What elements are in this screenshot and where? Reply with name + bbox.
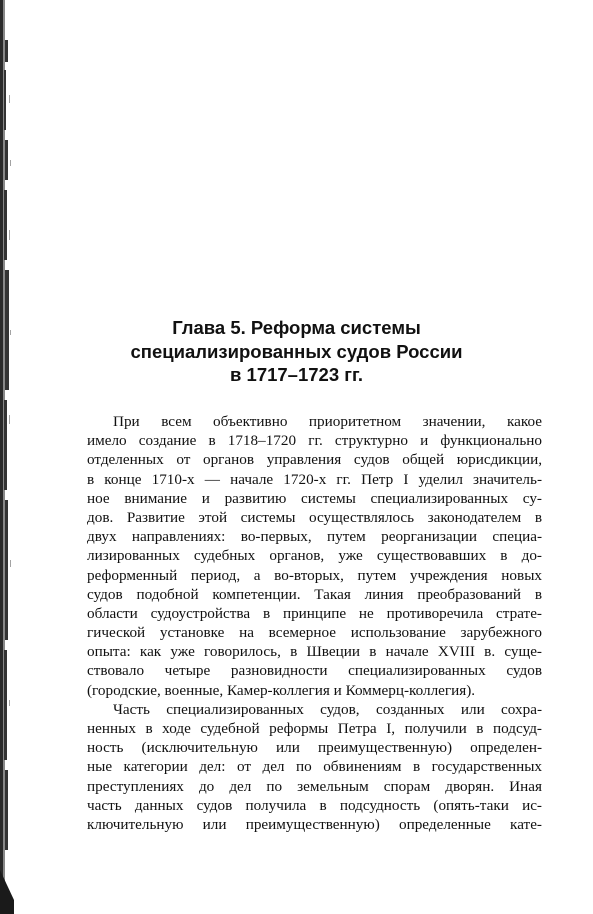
text-line: опыта: как уже говорилось, в Швеции в начале XVIII в. суще-: [87, 643, 542, 661]
text-line: лизированных судебных органов, уже существовавших в до-: [87, 547, 542, 565]
chapter-title-line: специализированных судов России: [130, 340, 463, 362]
text-line: имело создание в 1718–1720 гг. структурно и функционально: [87, 432, 542, 450]
text-line: судов подобной компетенции. Такая линия преобразований в: [87, 585, 542, 603]
text-line: отделенных от органов управления судов общей юрисдикции,: [87, 451, 542, 469]
text-line: ность (исключительную или преимущественную) определен-: [87, 739, 542, 757]
text-line: ные категории дел: от дел по обвинениям в государственных: [87, 758, 542, 776]
text-line: ключительную или преимущественную) определенные кате-: [87, 815, 542, 833]
paragraph: [87, 700, 542, 834]
text-line: гической установке на всемерное использование зарубежного: [87, 624, 542, 642]
text-line: реформенный период, а во-вторых, путем учреждения новых: [87, 566, 542, 584]
text-line: ненных в ходе судебной реформы Петра I, получили в подсуд-: [87, 720, 542, 737]
text-line: ное внимание и развитию системы специализированных су-: [87, 489, 542, 507]
text-line: ствовало четыре разновидности специализированных судов: [87, 662, 542, 680]
chapter-title-line: Глава 5. Реформа системы: [172, 317, 421, 338]
text-line: области судоустройства в принципе не противоречила страте-: [87, 604, 542, 622]
text-line: Часть специализированных судов, созданных или сохра-: [113, 700, 542, 718]
text-line: часть данных судов получила в подсудность (опять-таки ис-: [87, 796, 542, 814]
text-line: в конце 1710-х — начале 1720-х гг. Петр I уделил значитель-: [87, 470, 542, 488]
chapter-title: [100, 316, 493, 387]
text-line: (городские, военные, Камер-коллегия и Коммерц-коллегия).: [87, 681, 476, 699]
body-text: [87, 412, 542, 834]
paragraph: [87, 412, 542, 700]
text-line: двух направлениях: во-первых, путем реорганизации специа-: [87, 528, 542, 546]
text-line: преступлениях до дел по земельным спорам дворян. Иная: [87, 777, 542, 795]
binding-edge-shadow: [0, 0, 14, 914]
text-line: При всем объективно приоритетном значении, какое: [113, 413, 542, 430]
text-line: дов. Развитие этой системы осуществлялось законодателем в: [87, 508, 542, 526]
chapter-title-line: в 1717–1723 гг.: [230, 364, 363, 385]
